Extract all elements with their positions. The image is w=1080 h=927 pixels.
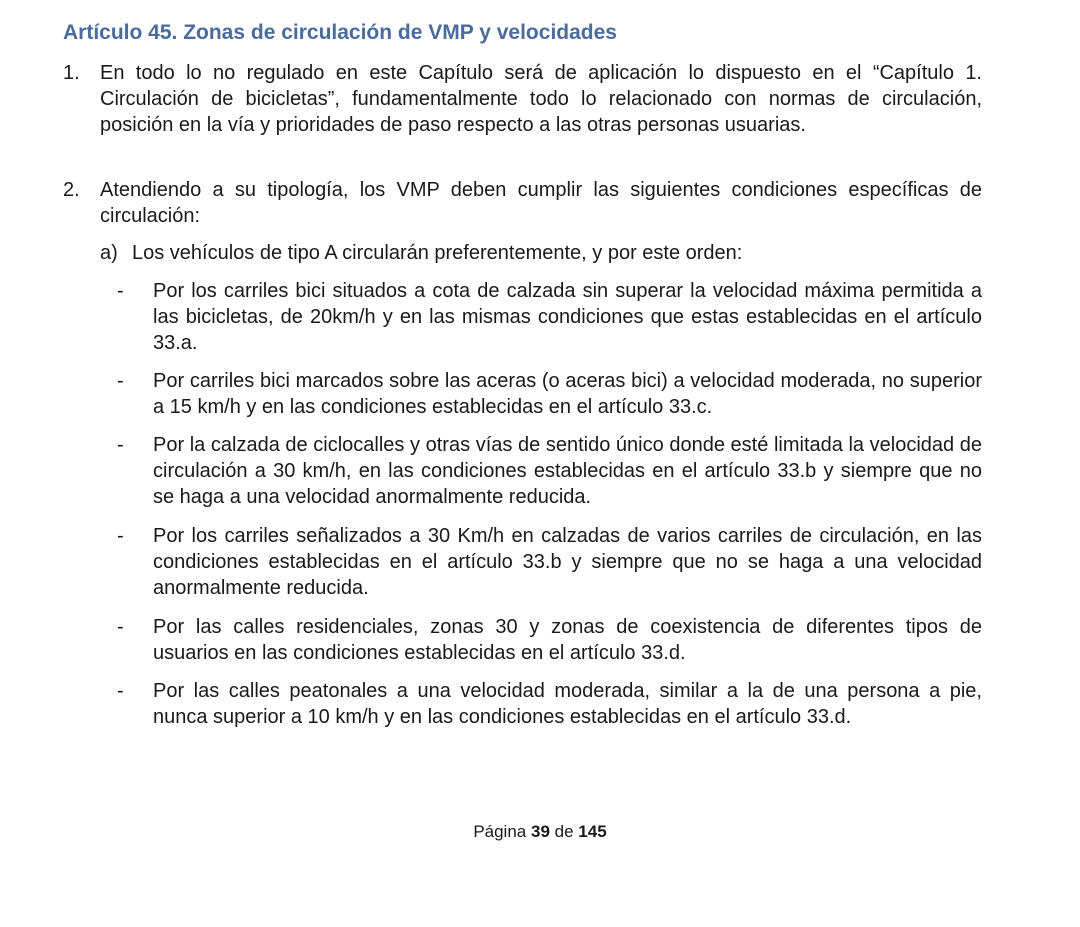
bullet-dash: - bbox=[117, 434, 124, 456]
page-footer bbox=[0, 822, 1080, 842]
total-pages: 145 bbox=[578, 822, 607, 841]
footer-prefix: Página bbox=[473, 822, 527, 841]
bullet-item: Por los carriles bici situados a cota de calzada sin superar la velocidad máxima permitida a las bicicletas, de 20km/h y en las mismas condiciones que estas establecidas en el artículo 33.a. bbox=[153, 280, 982, 354]
paragraph-2: Atendiendo a su tipología, los VMP deben cumplir las siguientes condiciones específicas de circulación: bbox=[100, 179, 982, 227]
bullet-dash: - bbox=[117, 680, 124, 702]
item-number: 2. bbox=[63, 179, 80, 201]
bullet-dash: - bbox=[117, 616, 124, 638]
item-number: 1. bbox=[63, 62, 80, 84]
bullet-item: Por las calles peatonales a una velocidad moderada, similar a la de una persona a pie, nunca superior a 10 km/h y en las condiciones establecidas en el artículo 33.d. bbox=[153, 680, 982, 728]
bullet-dash: - bbox=[117, 525, 124, 547]
paragraph-1: En todo lo no regulado en este Capítulo será de aplicación lo dispuesto en el “Capítulo 1. Circulación de bicicletas”, fundamentalmente todo lo relacionado con normas de circulación, posición en la vía y prioridades de paso respecto a las otras personas usuarias. bbox=[100, 62, 982, 136]
bullet-item: Por los carriles señalizados a 30 Km/h en calzadas de varios carriles de circulación, en las condiciones establecidas en el artículo 33.b y siempre que no se haga a una velocidad anormalmente reducida. bbox=[153, 525, 982, 599]
bullet-item: Por carriles bici marcados sobre las aceras (o aceras bici) a velocidad moderada, no superior a 15 km/h y en las condiciones establecidas en el artículo 33.c. bbox=[153, 370, 982, 418]
bullet-dash: - bbox=[117, 370, 124, 392]
bullet-item: Por la calzada de ciclocalles y otras vías de sentido único donde esté limitada la velocidad de circulación a 30 km/h, en las condiciones establecidas en el artículo 33.b y siempre que no se haga a una velocidad anormalmente reducida. bbox=[153, 434, 982, 508]
sub-label: a) bbox=[100, 242, 118, 264]
current-page: 39 bbox=[530, 822, 550, 841]
footer-mid: de bbox=[554, 822, 574, 841]
bullet-dash: - bbox=[117, 280, 124, 302]
sub-item-a: Los vehículos de tipo A circularán preferentemente, y por este orden: bbox=[132, 242, 743, 264]
bullet-item: Por las calles residenciales, zonas 30 y zonas de coexistencia de diferentes tipos de usuarios en las condiciones establecidas en el artículo 33.d. bbox=[153, 616, 982, 664]
article-heading: Artículo 45. Zonas de circulación de VMP y velocidades bbox=[63, 21, 617, 44]
